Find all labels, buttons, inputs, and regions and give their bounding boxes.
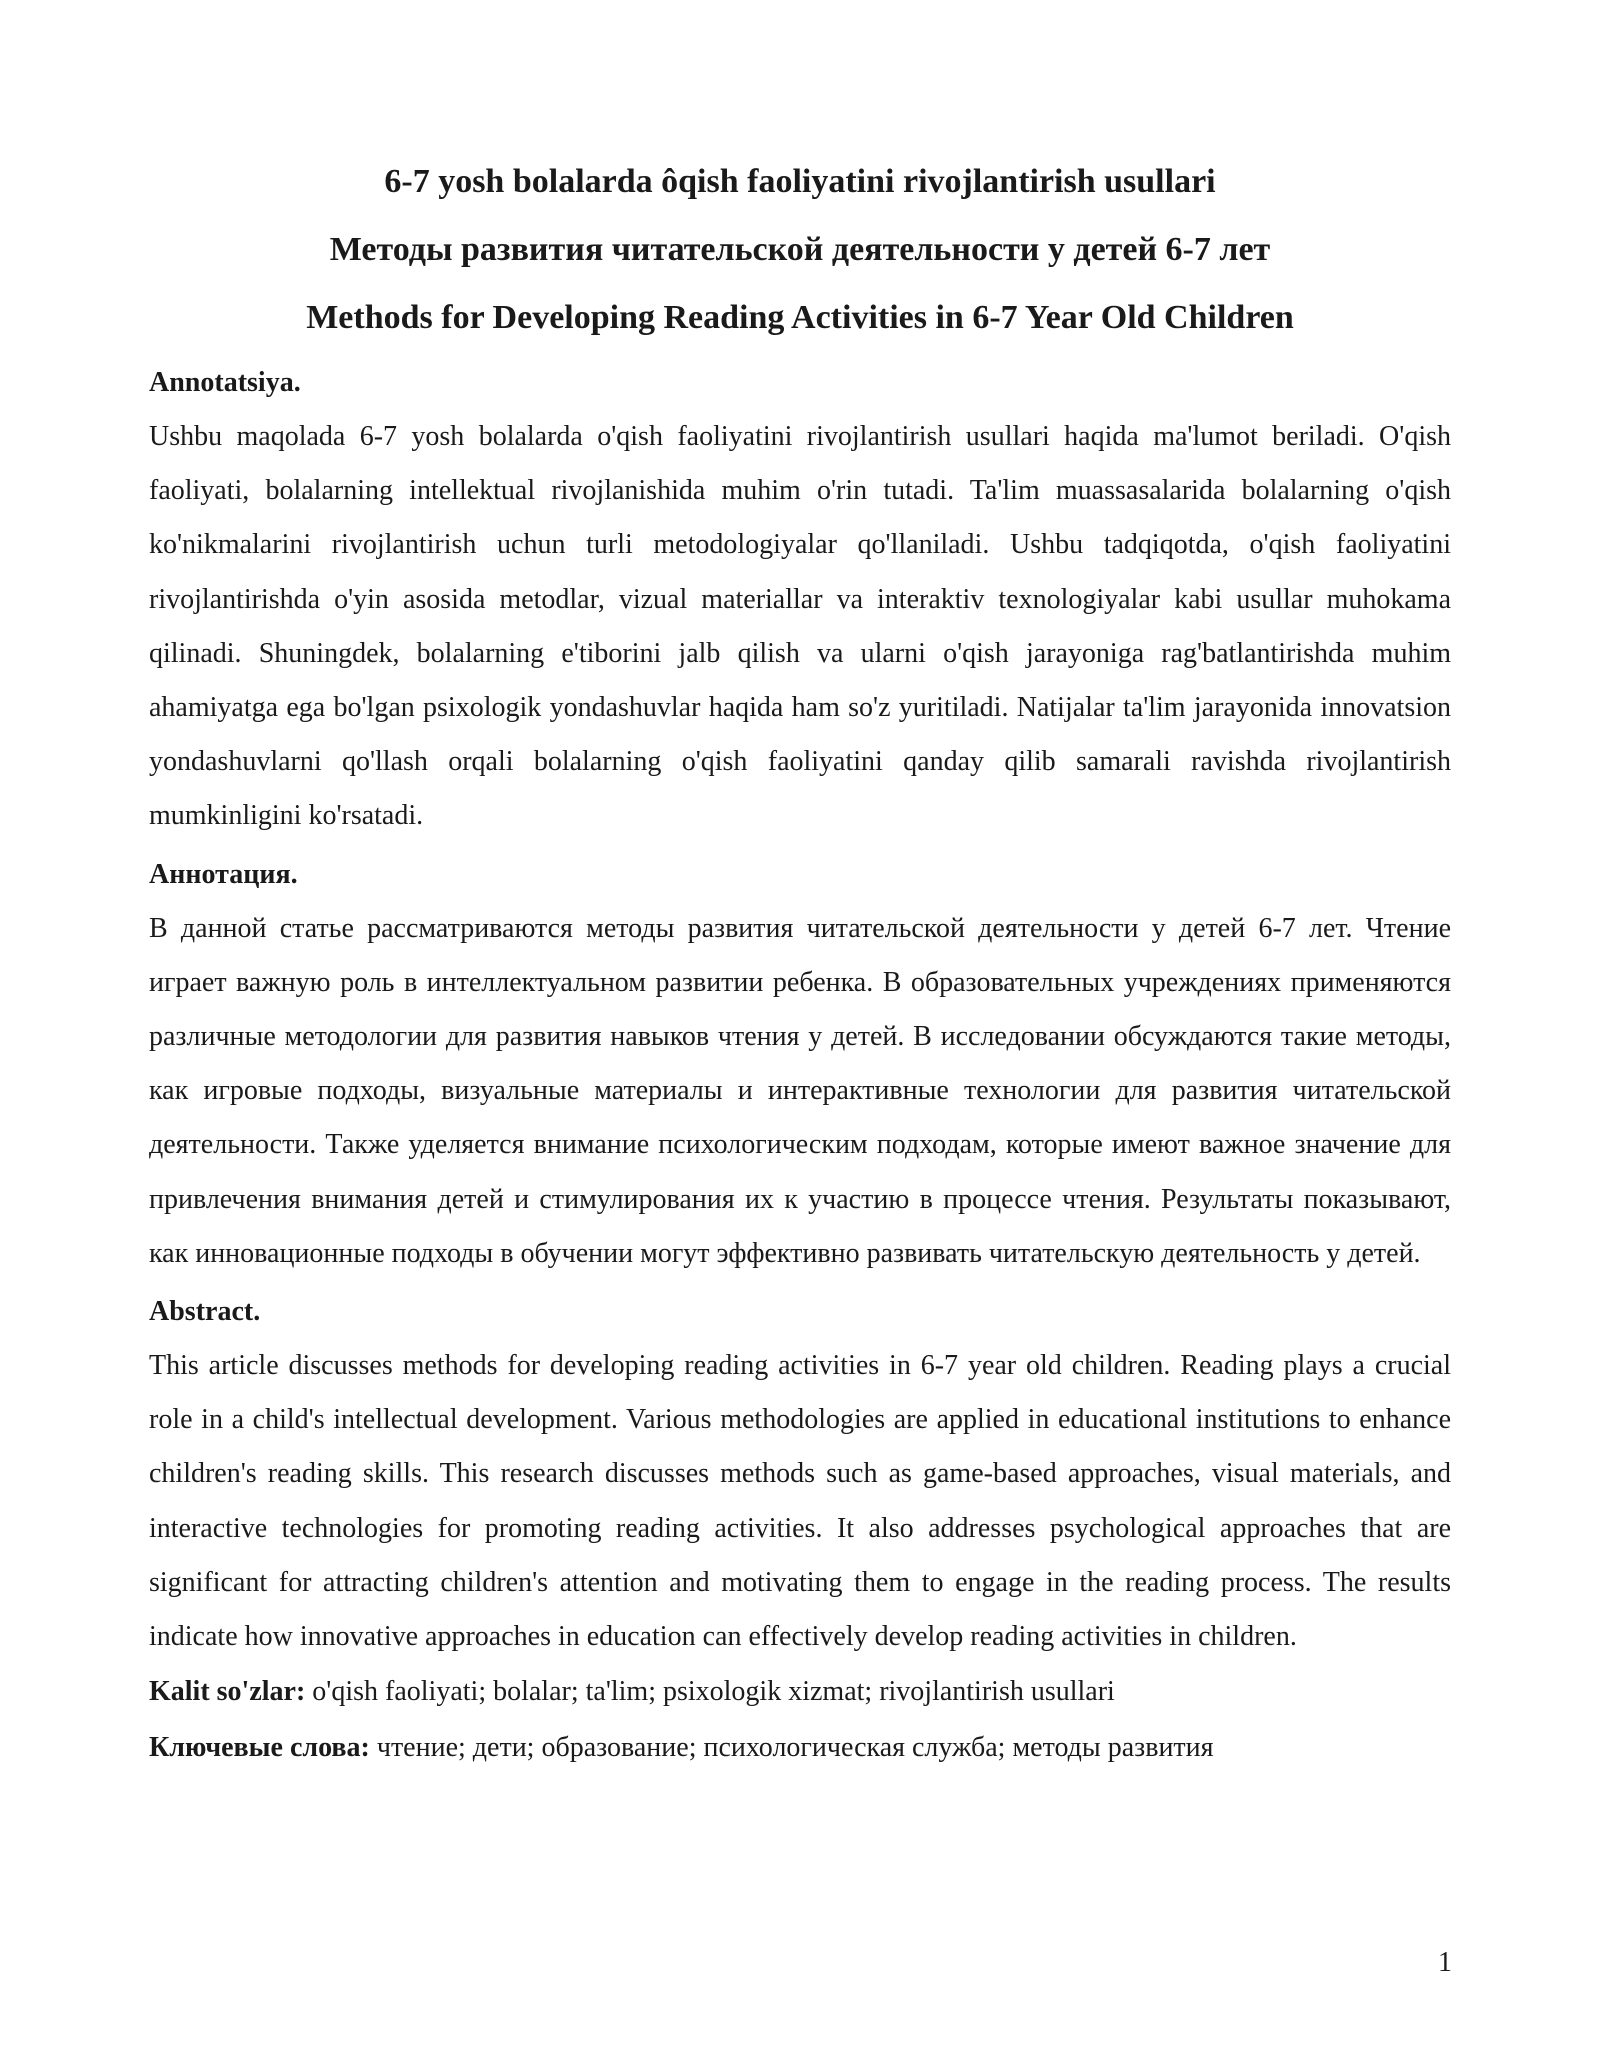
keywords-uzbek-text: o'qish faoliyati; bolalar; ta'lim; psixologik xizmat; rivojlantirish usullari (305, 1676, 1115, 1708)
abstract-russian-heading: Аннотация. (149, 858, 298, 890)
title-russian: Методы развития читательской деятельности у детей 6-7 лет (329, 231, 1271, 268)
abstract-english-text: This article discusses methods for developing reading activities in 6-7 year old children. Reading plays a crucial role in a child's intellectual development. Various methodologies are applied in educational institutions to enhance children's reading skills. This research discusses methods such as game-based approaches, visual materials, and interactive technologies for promoting reading activities. It also addresses psychological approaches that are significant for attracting children's attention and motivating them to engage in the reading process. The results indicate how innovative approaches in education can effectively develop reading activities in children. (149, 1350, 1451, 1653)
document-page (149, 148, 1451, 1776)
abstract-english-section (149, 1285, 1451, 1664)
abstract-russian-section (149, 848, 1451, 1281)
keywords-russian (149, 1720, 1451, 1776)
abstract-russian-text: В данной статье рассматриваются методы развития читательской деятельности у детей 6-7 лет. Чтение играет важную роль в интеллектуальном развитии ребенка. В образовательных учреждениях применяются различные методологии для развития навыков чтения у детей. В исследовании обсуждаются такие методы, как игровые подходы, визуальные материалы и интерактивные технологии для развития читательской деятельности. Также уделяется внимание психологическим подходам, которые имеют важное значение для привлечения внимания детей и стимулирования их к участию в процессе чтения. Результаты показывают, как инновационные подходы в обучении могут эффективно развивать читательскую деятельность у детей. (149, 912, 1451, 1269)
abstract-english-heading: Abstract. (149, 1296, 261, 1328)
keywords-uzbek-label: Kalit so'zlar: (149, 1676, 306, 1708)
keywords-russian-label: Ключевые слова: (149, 1732, 370, 1764)
keywords-russian-text: чтение; дети; образование; психологическая служба; методы развития (369, 1732, 1214, 1764)
title-uzbek: 6-7 yosh bolalarda ôqish faoliyatini rivojlantirish usullari (384, 163, 1216, 200)
abstract-uzbek-heading: Annotatsiya. (149, 367, 301, 398)
keywords-uzbek (149, 1664, 1451, 1720)
abstract-uzbek-section (149, 356, 1451, 844)
title-english: Methods for Developing Reading Activities in 6-7 Year Old Children (306, 299, 1294, 336)
page-number: 1 (1438, 1947, 1452, 1978)
abstract-uzbek-text: Ushbu maqolada 6-7 yosh bolalarda o'qish faoliyatini rivojlantirish usullari haqida ma'lumot beriladi. O'qish faoliyati, bolalarning intellektual rivojlanishida muhim o'rin tutadi. Ta'lim muassasalarida bolalarning o'qish ko'nikmalarini rivojlantirish uchun turli metodologiyalar qo'llaniladi. Ushbu tadqiqotda, o'qish faoliyatini rivojlantirishda o'yin asosida metodlar, vizual materiallar va interaktiv texnologiyalar kabi usullar muhokama qilinadi. Shuningdek, bolalarning e'tiborini jalb qilish va ularni o'qish jarayoniga rag'batlantirishda muhim ahamiyatga ega bo'lgan psixologik yondashuvlar haqida ham so'z yuritiladi. Natijalar ta'lim jarayonida innovatsion yondashuvlarni qo'llash orqali bolalarning o'qish faoliyatini qanday qilib samarali ravishda rivojlantirish mumkinligini ko'rsatadi. (149, 421, 1451, 832)
